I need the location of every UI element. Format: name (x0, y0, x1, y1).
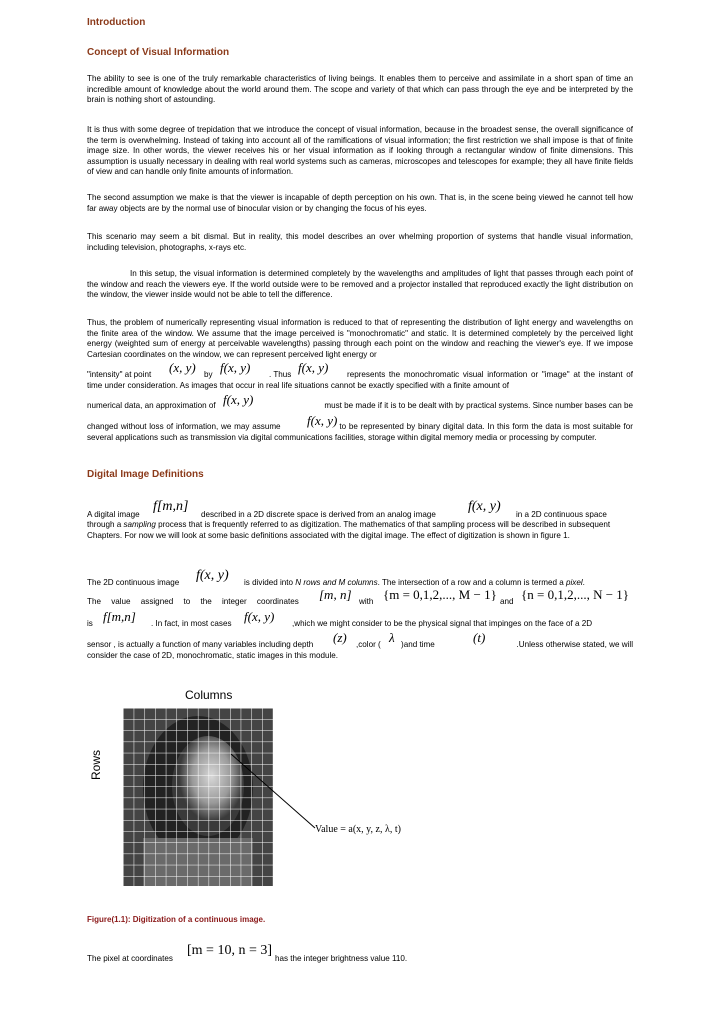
math-fxy-3: f(x, y) (223, 392, 254, 407)
paragraph-8-text-7: is (87, 619, 93, 628)
paragraph-6d (87, 413, 633, 453)
paragraph-7-text-1: A digital image (87, 510, 140, 519)
paragraph-7-text-4: through a (87, 520, 122, 529)
paragraph-6d-text-2: to be represented by binary digital data. In this form the data is most suitable for several applications such as transmission via digital communications facilities, storage within digital memory media or processing by computer. (87, 422, 633, 442)
math-n-set: {n = 0,1,2,..., N − 1} (521, 587, 630, 602)
math-fmn: f[m,n] (153, 499, 189, 514)
paragraph-6d-text (87, 422, 633, 443)
paragraph-8-text-11: ,color ( (356, 640, 381, 649)
math-coord: [m = 10, n = 3] (187, 943, 273, 958)
figure-rows-text: Rows (89, 749, 103, 780)
figure-caption: Figure(1.1): Digitization of a continuous image. (87, 915, 266, 924)
paragraph-8-text-2: is divided into (244, 578, 294, 587)
paragraph-8-text-3: . The intersection of a row and a column is termed a (377, 578, 564, 587)
paragraph-7-text-3: in a 2D continuous space (516, 510, 607, 519)
math-mn: [m, n] (319, 587, 352, 602)
paragraph-8-text-6: and (500, 597, 514, 606)
paragraph-3: The second assumption we make is that the viewer is incapable of depth perception on his own. That is, in the scene being viewed he cannot tell how far away objects are by the normal use of binocular vision or by changing the focus of his eyes. (87, 193, 633, 213)
paragraph-6b-text-3: . Thus (269, 370, 292, 379)
paragraph-6b-text-1: "intensity" at point (87, 370, 152, 379)
heading-concept: Concept of Visual Information (87, 47, 230, 58)
math-fxy: f(x, y) (220, 360, 251, 375)
paragraph-7 (87, 498, 633, 554)
paragraph-8-text-13b: consider the case of 2D, monochromatic, static images in this module. (87, 651, 339, 660)
math-xy: (x, y) (169, 360, 196, 375)
figure-columns-label: Columns (185, 688, 233, 702)
math-fxy-2: f(x, y) (298, 360, 329, 375)
paragraph-6b-text-2: by (204, 370, 213, 379)
paragraph-6b-text-4: represents the monochromatic visual information or "image" at the instant of time under consideration. As images that occur in real life situations cannot be exactly specified with a finite amount of (87, 370, 633, 390)
paragraph-1: The ability to see is one of the truly remarkable characteristics of living beings. It enables them to perceive and assimilate in a short span of time an incredible amount of knowledge about the world around them. The scope and variety of that which can pass through the eye and be interpreted by the brain is nothing short of astounding. (87, 74, 633, 105)
math-lambda: λ (389, 630, 395, 645)
math-fxy-4: f(x, y) (307, 413, 338, 428)
paragraph-7-text-2: described in a 2D discrete space is derived from an analog image (201, 510, 436, 519)
paragraph-8-text-13a: .Unless otherwise stated, we will (516, 640, 633, 649)
heading-introduction: Introduction (87, 17, 146, 28)
paragraph-5: In this setup, the visual information is determined completely by the wavelengths and amplitudes of light that passes through each point of the window and reach the viewers eye. If the world outside were to be removed and a projector installed that reproduced exactly the light distribution on the window, the viewer inside would not be able to tell the difference. (87, 269, 633, 300)
paragraph-8-text-8: . In fact, in most cases (151, 619, 232, 628)
figure-digitization (89, 688, 457, 888)
paragraph-8-italic-2: pixel (565, 578, 583, 587)
math-z: (z) (333, 630, 347, 645)
pixel-grid (123, 708, 273, 886)
paragraph-4: This scenario may seem a bit dismal. But in reality, this model describes an over whelming proportion of systems that handle visual information, including television, photographs, x-rays etc. (87, 232, 633, 252)
paragraph-6a: Thus, the problem of numerically representing visual information is reduced to that of representing the distribution of light energy and wavelengths on the finite area of the window. We assume that the image perceived is "monochromatic" and static. It is determined completely by the perceived light energy (weighted sum of energy at perceivable wavelengths) passing through each point on the window and reaching the viewer's eye. If we impose Cartesian coordinates on the window, we can represent perceived light energy or (87, 318, 633, 359)
paragraph-6c-text-2: must be made if it is to be dealt with by practical systems. Since number bases can be (324, 401, 633, 410)
paragraph-6c-line (87, 392, 633, 414)
math-fxy-6: f(x, y) (196, 568, 229, 583)
math-t: (t) (473, 630, 486, 645)
paragraph-8 (87, 568, 633, 663)
paragraph-8-text-9: ,which we might consider to be the physical signal that impinges on the face of a 2D (292, 619, 593, 628)
paragraph-7-sampling: sampling (123, 520, 156, 529)
paragraph-7-body (87, 520, 633, 541)
math-m-set: {m = 0,1,2,..., M − 1} (383, 587, 497, 602)
paragraph-6d-text-1: changed without loss of information, we may assume (87, 422, 281, 431)
paragraph-8-text-4: The value assigned to the integer coordinates (87, 597, 299, 606)
math-fxy-7: f(x, y) (244, 609, 275, 624)
paragraph-8-text-12: )and time (401, 640, 435, 649)
paragraph-9 (87, 943, 633, 967)
paragraph-6c-text-1: numerical data, an approximation of (87, 401, 216, 410)
figure-rows-label (89, 750, 103, 780)
paragraph-8-text-5: with (359, 597, 374, 606)
paragraph-9-text-1: The pixel at coordinates (87, 954, 173, 963)
paragraph-7-text-5: process that is frequently referred to as digitization. The mathematics of that sampling process will be described in subsequent Chapters. For now we will look at some basic definitions associated with the digital image. The effect of digitization is shown in figure 1. (87, 520, 611, 540)
paragraph-2: It is thus with some degree of trepidation that we introduce the concept of visual information, because in the broadest sense, the overall significance of the term is overwhelming. Instead of taking into account all of the ramifications of visual information; the first restriction we shall impose is that of finite image size. In other words, the viewer receives his or her visual information as if looking through a rectangular window of finite dimensions. This assumption is usually necessary in dealing with real world systems such as cameras, microscopes and telescopes for example; they all have finite fields of view and can handle only finite amounts of information. (87, 125, 633, 177)
figure-image (123, 708, 463, 886)
paragraph-9-text-2: has the integer brightness value 110. (275, 954, 408, 963)
paragraph-8-italic-1: N rows and M columns (295, 578, 378, 587)
math-fmn-2: f[m,n] (103, 609, 136, 624)
value-label: Value = a(x, y, z, λ, t) (315, 824, 401, 835)
paragraph-8-text-10: sensor , is actually a function of many variables including depth (87, 640, 314, 649)
paragraph-8-line1: is divided into N rows and M columns. The intersection of a row and a column is termed a pixel. (244, 578, 585, 587)
heading-digital-image-definitions: Digital Image Definitions (87, 469, 204, 480)
math-fxy-5: f(x, y) (468, 499, 501, 514)
paragraph-8-text-1: The 2D continuous image (87, 578, 180, 587)
